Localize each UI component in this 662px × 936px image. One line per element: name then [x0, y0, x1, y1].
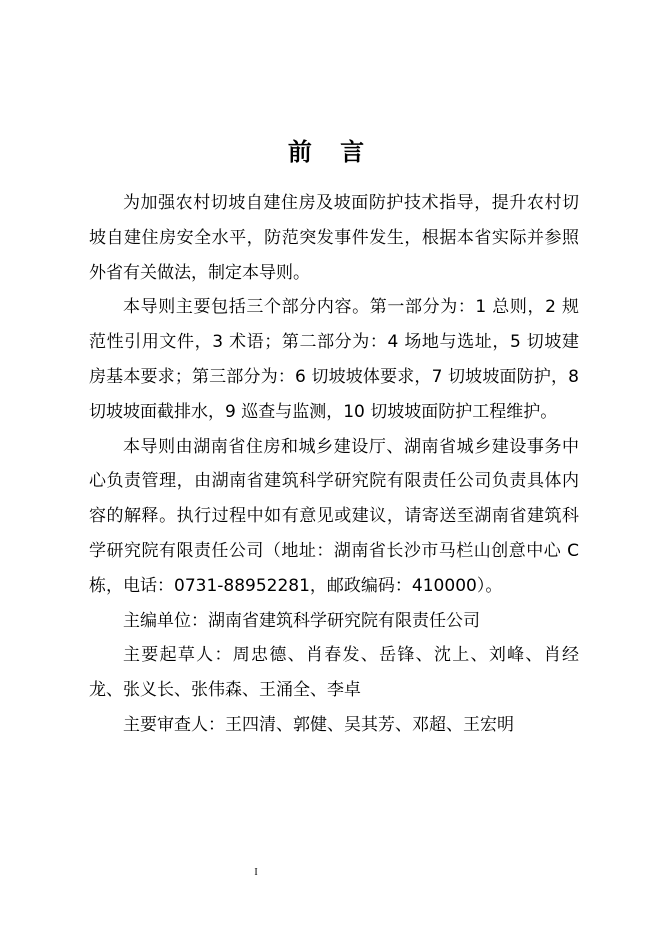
main-drafters: 主要起草人：周忠德、肖春发、岳锋、沈上、刘峰、肖经龙、张义长、张伟森、王涌全、李卓 [89, 645, 579, 701]
chief-editor-unit: 主编单位：湖南省建筑科学研究院有限责任公司 [123, 610, 480, 631]
page-number: I [254, 867, 258, 878]
paragraph-contents: 本导则主要包括三个部分内容。第一部分为：1 总则，2 规范性引用文件，3 术语；第二部分为：4 场地与选址，5 切坡建房基本要求；第三部分为：6 切坡坡体要求，7 切坡坡面防护，8 切坡坡面截排水，9 巡查与监测，10 切坡坡面防护工程维护。 [89, 297, 579, 422]
main-reviewers: 主要审查人：王四清、郭健、吴其芳、邓超、王宏明 [123, 714, 514, 735]
preface-body [89, 186, 579, 743]
page-title: 前 言 [287, 138, 375, 166]
paragraph-purpose: 为加强农村切坡自建住房及坡面防护技术指导，提升农村切坡自建住房安全水平，防范突发事件发生，根据本省实际并参照外省有关做法，制定本导则。 [89, 193, 579, 283]
paragraph-management: 本导则由湖南省住房和城乡建设厅、湖南省城乡建设事务中心负责管理，由湖南省建筑科学研究院有限责任公司负责具体内容的解释。执行过程中如有意见或建议，请寄送至湖南省建筑科学研究院有限责任公司（地址：湖南省长沙市马栏山创意中心 C 栋，电话：0731-88952281，邮政编码：410000）。 [89, 436, 579, 596]
